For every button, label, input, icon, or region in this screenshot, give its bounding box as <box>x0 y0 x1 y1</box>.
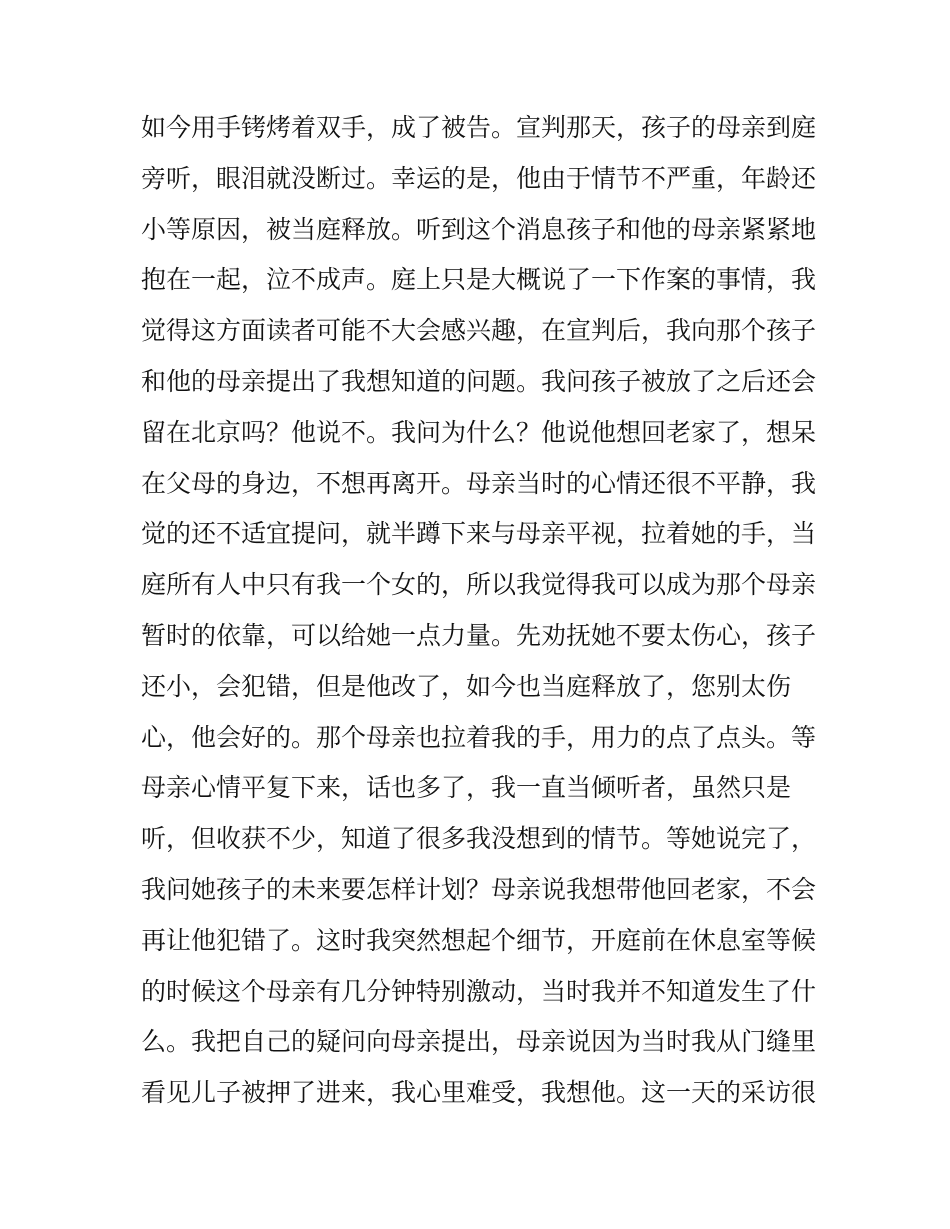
text-line: 母亲心情平复下来，话也多了，我一直当倾听者，虽然只是 <box>141 773 792 803</box>
text-line: 如今用手铐烤着双手，成了被告。宣判那天，孩子的母亲到庭 <box>141 113 817 142</box>
text-line: 我问她孩子的未来要怎样计划？母亲说我想带他回老家，不会 <box>141 874 817 904</box>
text-line: 么。我把自己的疑问向母亲提出，母亲说因为当时我从门缝里 <box>141 1027 817 1057</box>
text-line: 觉的还不适宜提问，就半蹲下来与母亲平视，拉着她的手，当 <box>141 519 817 549</box>
text-line: 听，但收获不少，知道了很多我没想到的情节。等她说完了， <box>141 824 817 854</box>
text-line: 庭所有人中只有我一个女的，所以我觉得我可以成为那个母亲 <box>141 570 817 600</box>
text-line: 再让他犯错了。这时我突然想起个细节，开庭前在休息室等候 <box>141 925 817 955</box>
text-line: 旁听，眼泪就没断过。幸运的是，他由于情节不严重，年龄还 <box>141 163 817 193</box>
text-line: 看见儿子被押了进来，我心里难受，我想他。这一天的采访很 <box>141 1078 817 1108</box>
text-line: 觉得这方面读者可能不大会感兴趣，在宣判后，我向那个孩子 <box>141 316 817 346</box>
text-line: 抱在一起，泣不成声。庭上只是大概说了一下作案的事情，我 <box>141 265 817 295</box>
text-line: 在父母的身边，不想再离开。母亲当时的心情还很不平静，我 <box>141 468 817 498</box>
text-line: 心，他会好的。那个母亲也拉着我的手，用力的点了点头。等 <box>141 722 817 752</box>
text-line: 和他的母亲提出了我想知道的问题。我问孩子被放了之后还会 <box>141 366 817 396</box>
text-line: 的时候这个母亲有几分钟特别激动，当时我并不知道发生了什 <box>141 976 817 1006</box>
text-line: 留在北京吗？他说不。我问为什么？他说他想回老家了，想呆 <box>141 417 817 447</box>
text-line: 还小，会犯错，但是他改了，如今也当庭释放了，您别太伤 <box>141 671 792 701</box>
text-line: 暂时的依靠，可以给她一点力量。先劝抚她不要太伤心，孩子 <box>141 620 817 650</box>
body-text <box>141 103 821 1119</box>
text-line: 小等原因，被当庭释放。听到这个消息孩子和他的母亲紧紧地 <box>141 214 817 244</box>
